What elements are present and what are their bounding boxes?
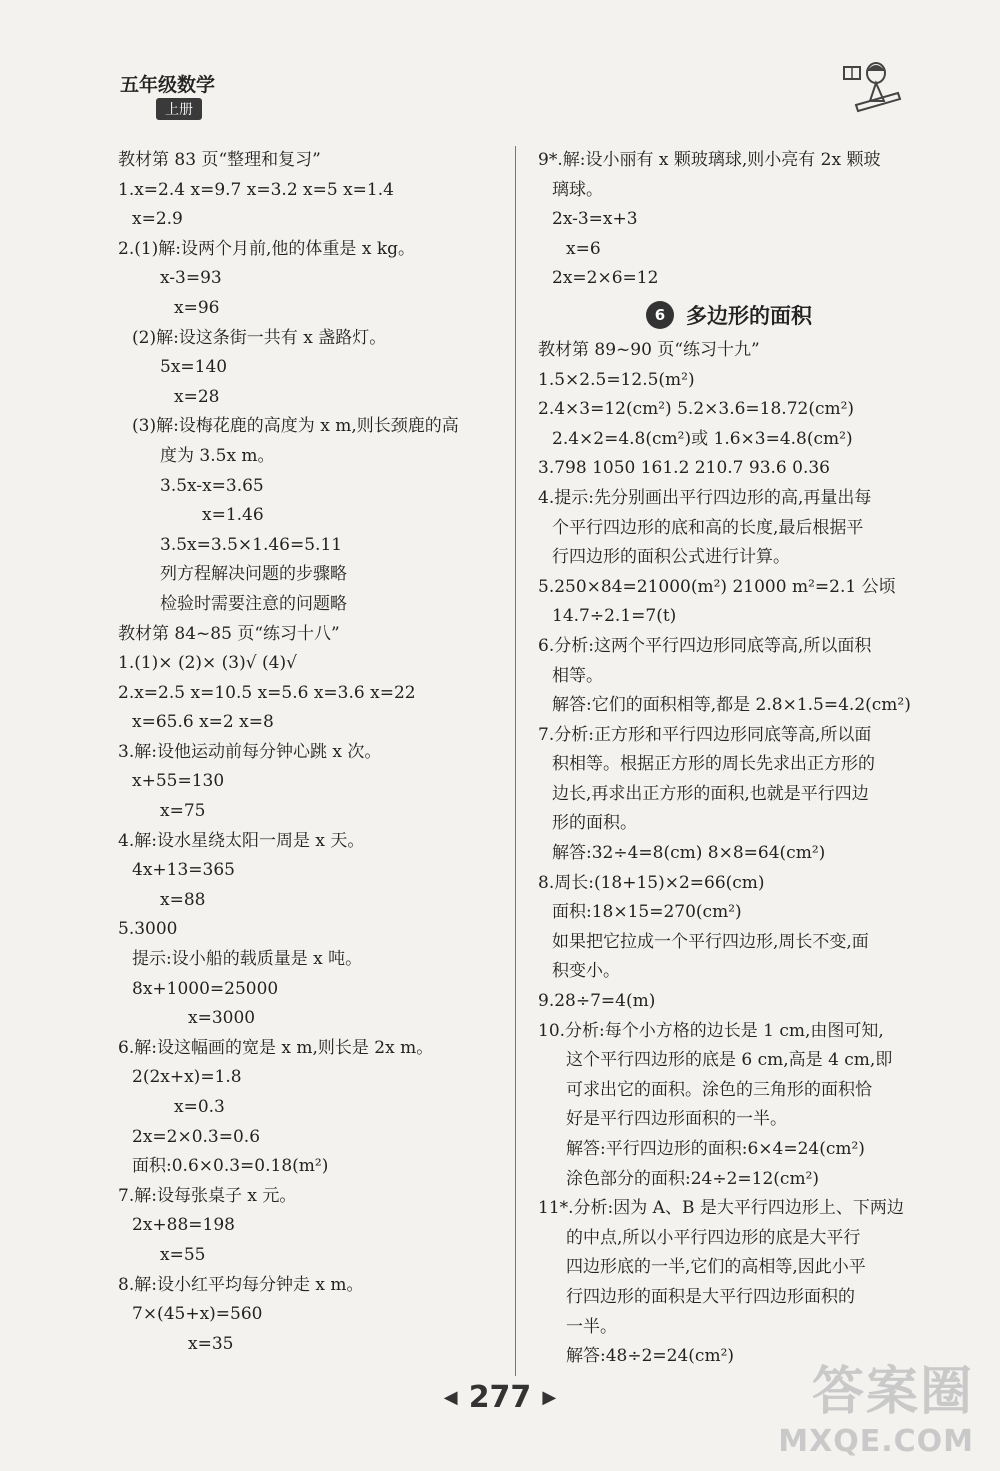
answer-line: x=55 — [160, 1244, 206, 1265]
watermark — [778, 1349, 974, 1459]
answer-line: 解答:48÷2=24(cm²) — [566, 1346, 735, 1367]
answer-line: 形的面积。 — [552, 813, 637, 834]
answer-line: x=3000 — [188, 1008, 256, 1029]
answer-line: 可求出它的面积。涂色的三角形的面积恰 — [566, 1079, 872, 1100]
answer-line: 解答:32÷4=8(cm) 8×8=64(cm²) — [552, 843, 826, 864]
answer-line: 相等。 — [552, 665, 603, 686]
answer-line: 2x=2×6=12 — [552, 268, 659, 289]
answer-line: 8.周长:(18+15)×2=66(cm) — [538, 872, 765, 893]
answer-line: 7×(45+x)=560 — [132, 1304, 263, 1325]
left-column — [118, 146, 503, 1359]
answer-line: (2)解:设这条街一共有 x 盏路灯。 — [132, 327, 387, 348]
answer-line: 6.解:设这幅画的宽是 x m,则长是 2x m。 — [118, 1037, 434, 1058]
answer-line: 提示:设小船的载质量是 x 吨。 — [132, 949, 363, 970]
answer-line: 7.解:设每张桌子 x 元。 — [118, 1185, 297, 1206]
answer-line: 1.x=2.4 x=9.7 x=3.2 x=5 x=1.4 — [118, 179, 394, 200]
triangle-left-icon: ◀ — [443, 1387, 458, 1408]
answer-line: 2.4×3=12(cm²) 5.2×3.6=18.72(cm²) — [538, 399, 855, 420]
answer-line: 好是平行四边形面积的一半。 — [566, 1109, 787, 1130]
answer-line: 1.5×2.5=12.5(m²) — [538, 369, 695, 390]
answer-line: 解答:平行四边形的面积:6×4=24(cm²) — [566, 1139, 865, 1159]
answer-line: x=28 — [174, 386, 220, 407]
answer-line: 行四边形的面积公式进行计算。 — [552, 547, 790, 568]
watermark-logo-text: 答案圈 — [811, 1362, 974, 1422]
answer-line: 5.3000 — [118, 919, 178, 940]
answer-line: 4x+13=365 — [132, 860, 235, 881]
right-column-top — [538, 146, 923, 294]
answer-line: 2x=2×0.3=0.6 — [132, 1126, 261, 1147]
answer-line: 5.250×84=21000(m²) 21000 m²=2.1 公顷 — [538, 576, 896, 597]
answer-line: 行四边形的面积是大平行四边形面积的 — [566, 1286, 855, 1307]
answer-line: x+55=130 — [132, 771, 225, 792]
answer-line: 教材第 89~90 页“练习十九” — [538, 339, 760, 360]
answer-line: 3.5x=3.5×1.46=5.11 — [160, 534, 343, 555]
answer-line: 2.(1)解:设两个月前,他的体重是 x kg。 — [118, 238, 416, 259]
answer-line: 10.分析:每个小方格的边长是 1 cm,由图可知, — [538, 1020, 884, 1041]
answer-line: 璃球。 — [552, 179, 603, 200]
answer-line: 涂色部分的面积:24÷2=12(cm²) — [566, 1168, 820, 1189]
answer-line: x=2.9 — [132, 209, 183, 230]
answer-line: 积变小。 — [552, 961, 620, 982]
answer-line: 如果把它拉成一个平行四边形,周长不变,面 — [552, 931, 869, 952]
answer-line: 11*.分析:因为 A、B 是大平行四边形上、下两边 — [538, 1198, 904, 1219]
answer-line: x=35 — [188, 1333, 234, 1354]
answer-line: 这个平行四边形的底是 6 cm,高是 4 cm,即 — [566, 1050, 893, 1071]
answer-line: 面积:0.6×0.3=0.18(m²) — [132, 1156, 329, 1177]
answer-line: x=88 — [160, 889, 206, 910]
answer-line: 解答:它们的面积相等,都是 2.8×1.5=4.2(cm²) — [552, 695, 911, 716]
answer-line: 2(2x+x)=1.8 — [132, 1067, 242, 1088]
right-column-bottom — [538, 336, 923, 1372]
book-title: 五年级数学 — [120, 74, 216, 96]
answer-line: x=6 — [566, 238, 601, 259]
answer-line: 4.解:设水星绕太阳一周是 x 天。 — [118, 830, 365, 851]
answer-line: x=65.6 x=2 x=8 — [132, 712, 274, 733]
answer-line: x=75 — [160, 801, 206, 822]
answer-line: 7.分析:正方形和平行四边形同底等高,所以面 — [538, 724, 872, 745]
answer-line: x-3=93 — [160, 268, 222, 289]
answer-line: 3.798 1050 161.2 210.7 93.6 0.36 — [538, 458, 830, 479]
answer-line: 6.分析:这两个平行四边形同底等高,所以面积 — [538, 635, 872, 656]
answer-line: 教材第 83 页“整理和复习” — [118, 150, 321, 170]
answer-line: 2.4×2=4.8(cm²)或 1.6×3=4.8(cm²) — [552, 428, 853, 449]
right-column — [538, 146, 923, 1372]
answer-line: 2x-3=x+3 — [552, 209, 638, 230]
answer-line: 1.(1)× (2)× (3)√ (4)√ — [118, 653, 297, 674]
answer-line: 教材第 84~85 页“练习十八” — [118, 623, 340, 644]
answer-line: 一半。 — [566, 1316, 617, 1337]
chapter-heading — [538, 294, 923, 336]
answer-line: x=1.46 — [202, 505, 264, 526]
answer-line: 2x+88=198 — [132, 1215, 235, 1236]
book-volume-badge: 上册 — [156, 98, 202, 120]
answer-line: 边长,再求出正方形的面积,也就是平行四边 — [552, 783, 869, 804]
answer-line: 3.5x-x=3.65 — [160, 475, 264, 496]
column-divider — [515, 146, 516, 1376]
answer-line: 四边形底的一半,它们的高相等,因此小平 — [566, 1257, 866, 1278]
answer-line: 8x+1000=25000 — [132, 978, 279, 999]
answer-line: 3.解:设他运动前每分钟心跳 x 次。 — [118, 741, 382, 762]
answer-line: 列方程解决问题的步骤略 — [160, 564, 347, 585]
answer-line: 2.x=2.5 x=10.5 x=5.6 x=3.6 x=22 — [118, 682, 416, 703]
chapter-number: 6 — [646, 301, 674, 329]
answer-line: 积相等。根据正方形的周长先求出正方形的 — [552, 754, 875, 775]
chapter-title: 多边形的面积 — [686, 303, 812, 328]
answer-line: 面积:18×15=270(cm²) — [552, 902, 742, 923]
watermark-url: MXQE.COM — [778, 1424, 974, 1459]
answer-line: 检验时需要注意的问题略 — [160, 593, 347, 614]
answer-line: x=0.3 — [174, 1097, 225, 1117]
answer-line: 8.解:设小红平均每分钟走 x m。 — [118, 1274, 364, 1295]
triangle-right-icon: ▶ — [542, 1387, 557, 1408]
answer-line: 的中点,所以小平行四边形的底是大平行 — [566, 1227, 861, 1248]
answer-line: 个平行四边形的底和高的长度,最后根据平 — [552, 517, 864, 538]
answer-line: 9.28÷7=4(m) — [538, 991, 656, 1012]
answer-line: 5x=140 — [160, 357, 228, 378]
page-number: 277 — [468, 1380, 532, 1415]
answer-line: 9*.解:设小丽有 x 颗玻璃球,则小亮有 2x 颗玻 — [538, 150, 881, 170]
answer-line: x=96 — [174, 297, 220, 318]
answer-line: (3)解:设梅花鹿的高度为 x m,则长颈鹿的高 — [132, 416, 459, 437]
answer-line: 度为 3.5x m。 — [160, 445, 275, 466]
answer-line: 14.7÷2.1=7(t) — [552, 606, 677, 627]
page-header — [0, 0, 1000, 140]
reading-child-icon — [836, 55, 906, 115]
answer-line: 4.提示:先分别画出平行四边形的高,再量出每 — [538, 487, 872, 508]
